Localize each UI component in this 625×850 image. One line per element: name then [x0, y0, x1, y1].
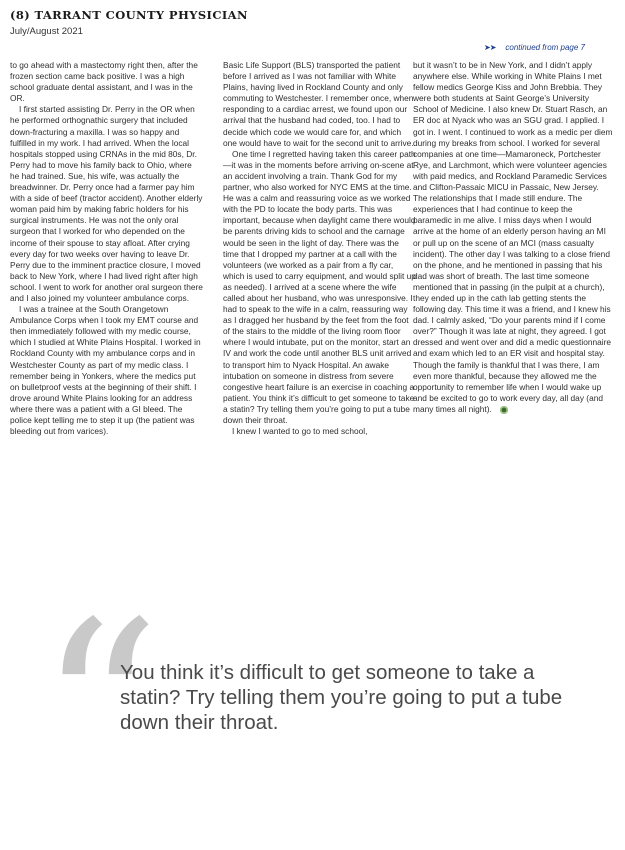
paragraph: Basic Life Support (BLS) transported the patient before I arrived as I was not familiar with White Plains, having lived in Rockland County and only commuting to Westchester. I remember once, when responding to a cardiac arrest, we found upon our arrival that the husband had coded, too. I had to decide which code we would care for, and which one would have to wait for the second unit to arrive.	[223, 60, 414, 148]
paragraph-text: but it wasn’t to be in New York, and I didn’t apply anywhere else. While working in White Plains I met fellow medics George Kiss and John Brebbia. They were both students at Saint George’s University School of Medicine. I also knew Dr. Stuart Rasch, an ER doc at Nyack who was an SGU grad. I applied. I got in. I went. I continued to work as a medic per diem during my breaks from school. I worked for several companies at one time—Mamaroneck, Portchester Rye, and Larchmont, which were volunteer agencies with paid medics, and Rockland Paramedic Services and Clifton-Passaic MICU in Passaic, New Jersey. The relationships that I made still endure. The experiences that I had continue to keep the paramedic in me alive. I miss days when I would arrive at the home of an elderly person having an MI or pull up on the scene of an MCI (mass casualty incident). The other day I was talking to a close friend on the phone, and he mentioned in passing that his dad was short of breath. The last time someone mentioned that in passing (in the pulpit at a church), they ended up in the cath lab getting stents the following day. This time it was a friend, and I knew his dad. I calmly asked, “Do your parents mind if I come over?” Though it was late at night, they agreed. I got dressed and went over and did a medic questionnaire and exam which led to an ER visit and hospital stay. Though the family is thankful that I was there, I am even more thankful, because they allowed me the opportunity to remember life when I would wake up and be excited to go to work every day, all day (and many times all night).	[413, 60, 613, 414]
continued-from-link[interactable]	[484, 43, 585, 52]
paragraph: I was a trainee at the South Orangetown Ambulance Corps when I took my EMT course and then immediately followed with my medic course, which I studied at White Plains Hospital. I worked in Rockland County with my ambulance corps and in Westchester County as part of my medic class. I remember being in Yonkers, where the medics put on bulletproof vests at the beginning of their shift. I drove around White Plains looking for an address where there was a patient with a GI bleed. The police kept telling me to step it up (the patient was bleeding out from varices).	[10, 304, 201, 437]
continued-label: continued from page 7	[505, 43, 585, 52]
double-arrow-icon: ➤➤	[483, 43, 496, 52]
article-column-1	[10, 60, 203, 437]
pull-quote: You think it’s difficult to get someone to take a statin? Try telling them you’re going to put a tube down their throat.	[120, 661, 563, 734]
end-of-article-icon	[500, 406, 508, 414]
publication-title: (8) TARRANT COUNTY PHYSICIAN	[10, 8, 248, 22]
paragraph: I first started assisting Dr. Perry in the OR when he performed orthognathic surgery that included down-fracturing a maxilla. I was so happy and fulfilled in my work. I had arrived. When the local hospitals stopped using CRNAs in the mid 80s, Dr. Perry had to move his family back to Ohio, where he had trained. Sue, his wife, was actually the breadwinner. Dr. Perry once had a farmer pay him with a side of beef (tractor accident). Another elderly woman paid him by making fabric holders for his surgical instruments. He was not the only oral surgeon that I worked for who depended on the income of their spouse to stay afloat. After crying every day for two weeks over having to leave Dr. Perry due to the imminent practice closure, I moved back to New York, where I had lived right after high school. I went to work for another oral surgeon there and I also joined my volunteer ambulance corps.	[10, 104, 203, 303]
article-column-3	[413, 60, 613, 415]
paragraph: to go ahead with a mastectomy right then, after the frozen section came back positive. I was a high school graduate dental assistant, and I was in the OR.	[10, 60, 198, 104]
quote-mark-icon: “	[38, 570, 161, 850]
paragraph	[413, 60, 613, 415]
paragraph: I knew I wanted to go to med school,	[232, 426, 368, 437]
issue-date: July/August 2021	[10, 26, 83, 37]
paragraph: One time I regretted having taken this career path—it was in the moments before arriving on-scene at an accident involving a train. Thank God for my partner, who also worked for NYC EMS at the time. He was a calm and reassuring voice as we worked with the PD to locate the body parts. This was important, because when daylight came there would be parents driving kids to school and the carnage would be seen in the light of day. There was the time that I dropped my partner at a call with the volunteers (we worked as a pair from a fly car, which is used to carry equipment, and would split up as needed). I arrived at a scene where the wife called about her husband, who was unresponsive. I had to speak to the wife in a calm, reassuring way as I dragged her husband by the feet from the foot of the stairs to the middle of the living room floor where I would intubate, put on the monitor, start an IV and work the code until another BLS unit arrived to transport him to Nyack Hospital. An awake intubation on someone in distress from severe congestive heart failure is an exercise in coaching a patient. You think it’s difficult to get someone to take a statin? Try telling them you’re going to put a tube down their throat.	[223, 148, 416, 425]
article-column-2	[223, 60, 416, 437]
